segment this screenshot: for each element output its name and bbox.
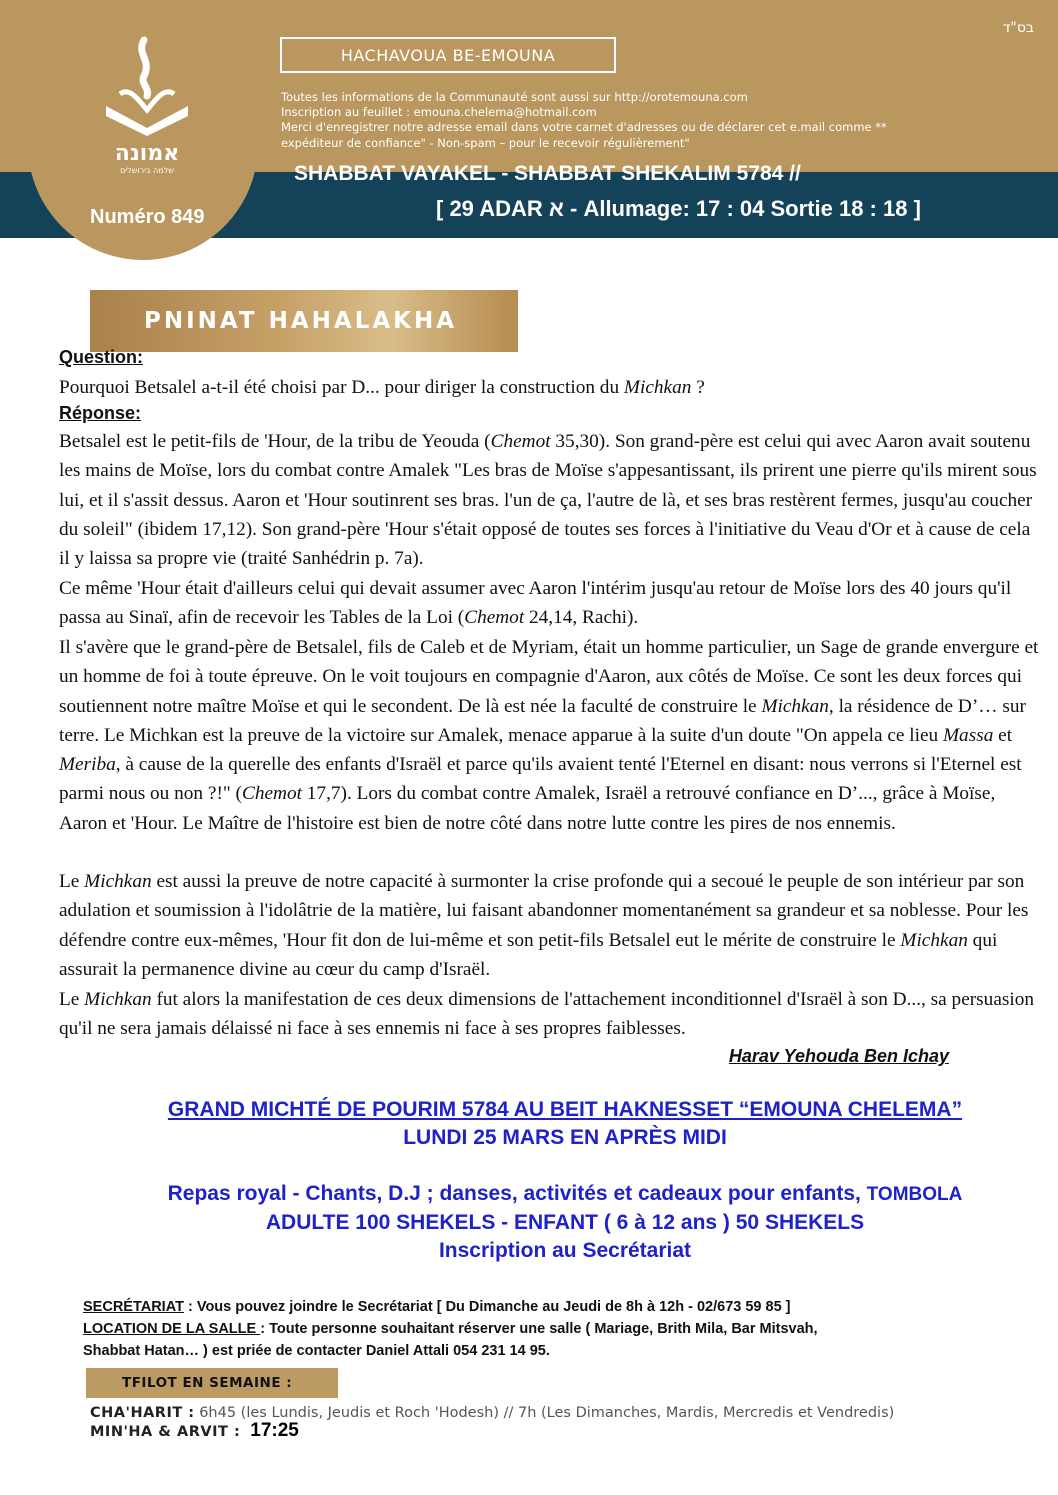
shabbat-title: SHABBAT VAYAKEL - SHABBAT SHEKALIM 5784 // xyxy=(294,162,801,185)
shacharit-schedule: CHA'HARIT : 6h45 (les Lundis, Jeudis et Roch 'Hodesh) // 7h (Les Dimanches, Mardis, Mercredis et Vendredis) xyxy=(90,1405,895,1421)
emouna-logo xyxy=(100,36,194,176)
info-line: Merci d'enregistrer notre adresse email dans votre carnet d'adresses ou de déclarer cet e.mail comme ** xyxy=(281,120,887,135)
question-text: Pourquoi Betsalel a-t-il été choisi par D... pour diriger la construction du Michkan ? xyxy=(59,377,705,398)
newsletter-title: HACHAVOUA BE-EMOUNA xyxy=(280,37,616,73)
svg-text:אמונה: אמונה xyxy=(114,141,180,166)
section-title-banner: PNINAT HAHALAKHA xyxy=(90,290,518,352)
answer-paragraph-2: Ce même 'Hour était d'ailleurs celui qui devait assumer avec Aaron l'intérim jusqu'au retour de Moïse lors des 40 jours qu'il passa au Sinaï, afin de recevoir les Tables de la Loi (Chemot 24,14, Rachi). xyxy=(59,578,1012,629)
svg-text:שלמה בירושלים: שלמה בירושלים xyxy=(120,166,174,175)
answer-paragraph-3: Il s'avère que le grand-père de Betsalel, fils de Caleb et de Myriam, était un homme particulier, un Sage de grande envergure et un homme de foi à toute épreuve. On le voit toujours en compagnie d'Aaron, aux côtés de Moïse. Ce sont les deux forces qui soutiennent notre maître Moïse et qui le secondent. De là est née la faculté de construire le Michkan, la résidence de D’… sur terre. Le Michkan est la preuve de la victoire sur Amalek, menace apparue à la suite d'un doute "On appela ce lieu Massa et Meriba, à cause de la querelle des enfants d'Israël et parce qu'ils avaient tenté l'Eternel en disant: nous verrons si l'Eternel est parmi nous ou non ?!" (Chemot 17,7). Lors du combat contre Amalek, Israël a retrouvé confiance en D’..., grâce à Moïse, Aaron et 'Hour. Le Maître de l'histoire est bien de notre côté dans notre lutte contre les pires de nos ennemis. xyxy=(59,637,1039,834)
event-prices: ADULTE 100 SHEKELS - ENFANT ( 6 à 12 ans ) 50 SHEKELS xyxy=(265,1211,865,1234)
header-info xyxy=(281,90,887,151)
info-line: expéditeur de confiance" - Non-spam – pour le recevoir régulièrement" xyxy=(281,135,690,150)
bsd-mark: בס"ד xyxy=(1002,20,1034,36)
tfilot-title: TFILOT EN SEMAINE : xyxy=(86,1368,338,1398)
event-registration: Inscription au Secrétariat xyxy=(438,1239,692,1262)
answer-paragraph-4: Le Michkan est aussi la preuve de notre capacité à surmonter la crise profonde qui a secoué le peuple de son intérieur par son adulation et soumission à l'idolâtrie de la matière, lui faisant abandonner momentanément sa grandeur et sa noblesse. Pour les défendre contre eux-mêmes, 'Hour fit don de lui-même et son petit-fils Betsalel eut le mérite de construire le Michkan qui assurait la permanence divine au cœur du camp d'Israël. xyxy=(59,871,1029,980)
event-program: Repas royal - Chants, D.J ; danses, activités et cadeaux pour enfants, TOMBOLA xyxy=(167,1182,963,1205)
issue-number: Numéro 849 xyxy=(90,206,205,228)
info-line: Toutes les informations de la Communauté sont aussi sur http://orotemouna.com xyxy=(281,90,748,104)
event-announcement xyxy=(70,1096,1058,1152)
author-signature: Harav Yehouda Ben Ichay xyxy=(728,1046,949,1066)
answer-paragraph-1: Betsalel est le petit-fils de 'Hour, de la tribu de Yeouda (Chemot 35,30). Son grand-père est celui qui avec Aaron avait soutenu les mains de Moïse, lors du combat contre Amalek "Les bras de Moïse s'appesantissant, ils prirent une pierre qu'ils mirent sous lui, et il s'assit dessus. Aaron et 'Hour soutinrent ses bras. l'un de ça, l'autre de là, et ses bras restèrent fermes, jusqu'au coucher du soleil" (ibidem 17,12). Son grand-père 'Hour s'était opposé de toutes ses forces à l'initiative du Veau d'Or et à cause de cela il y laissa sa propre vie (traité Sanhédrin p. 7a). xyxy=(59,431,1037,570)
answer-paragraph-5: Le Michkan fut alors la manifestation de ces deux dimensions de l'attachement inconditionnel d'Israël à son D..., sa persuasion qu'il ne sera jamais délaissé ni face à ses ennemis ni face à ses propres faiblesses. xyxy=(59,989,1035,1040)
event-title: GRAND MICHTÉ DE POURIM 5784 AU BEIT HAKNESSET “EMOUNA CHELEMA” xyxy=(167,1098,963,1121)
event-date: LUNDI 25 MARS EN APRÈS MIDI xyxy=(403,1126,727,1149)
shabbat-times: [ 29 ADAR א - Allumage: 17 : 04 Sortie 18 : 18 ] xyxy=(436,196,921,221)
secretariat-info: SECRÉTARIAT : Vous pouvez joindre le Secrétariat [ Du Dimanche au Jeudi de 8h à 12h - 02/673 59 85 ] xyxy=(83,1299,791,1315)
mincha-schedule: MIN'HA & ARVIT : 17:25 xyxy=(90,1420,299,1441)
location-info: LOCATION DE LA SALLE : Toute personne souhaitant réserver une salle ( Mariage, Brith Mila, Bar Mitsvah, Shabbat Hatan… ) est priée de contacter Daniel Attali 054 231 14 95. xyxy=(83,1321,818,1359)
question-label: Question: xyxy=(59,347,143,367)
info-line: Inscription au feuillet : emouna.chelema@hotmail.com xyxy=(281,105,597,120)
event-details xyxy=(70,1180,1058,1265)
answer-label: Réponse: xyxy=(59,403,142,423)
